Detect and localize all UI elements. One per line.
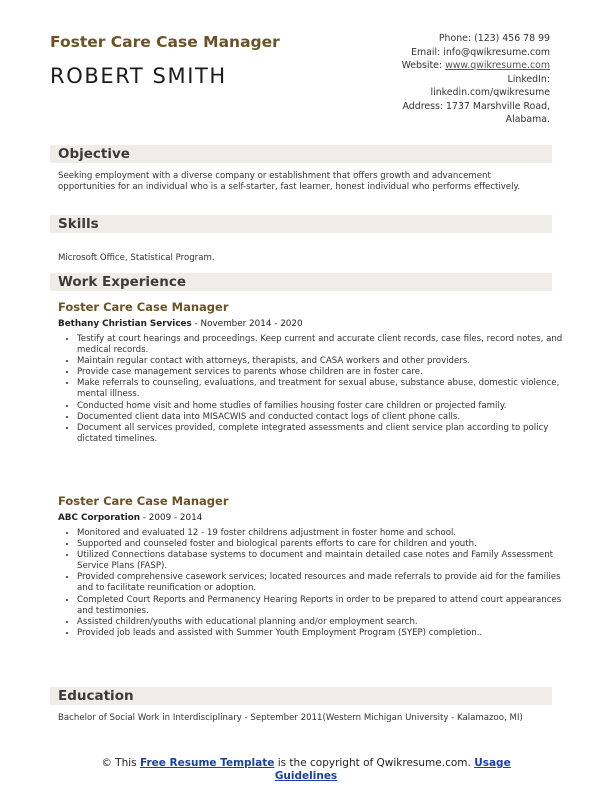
list-item: • Supported and counseled foster and biological parents efforts to care for children and youth.	[77, 539, 565, 550]
list-item: • Make referrals to counseling, evaluations, and treatment for sexual abuse, substance abuse, domestic violence, mental illness.	[77, 378, 565, 400]
footer-middle: is the copyright of Qwikresume.com.	[274, 757, 475, 769]
list-item: • Assisted children/youths with educational planning and/or employment search.	[77, 617, 565, 628]
list-item: • Provide case management services to parents whose children are in foster care.	[77, 367, 565, 378]
job-1-bullets	[58, 334, 565, 445]
footer-prefix: © This	[101, 757, 140, 769]
skills-bar	[50, 215, 552, 233]
contact-address	[310, 100, 550, 114]
list-item: • Conducted home visit and home studies of families housing foster care children or projected family.	[77, 401, 565, 412]
contact-email	[310, 46, 550, 60]
job-2-company: ABC Corporation	[58, 513, 141, 523]
website-link[interactable]: www.qwikresume.com	[445, 60, 550, 71]
list-item: • Monitored and evaluated 12 - 19 foster childrens adjustment in foster home and school.	[77, 528, 565, 539]
job-1-dates: - November 2014 - 2020	[191, 319, 303, 329]
list-item: • Testify at court hearings and proceedings. Keep current and accurate client records, case files, record notes, and medical records.	[77, 334, 565, 356]
education-text: Bachelor of Social Work in Interdisciplinary - September 2011(Western Michigan University - Kalamazoo, MI)	[58, 713, 523, 723]
work-experience-title: Work Experience	[58, 274, 186, 290]
usage-guidelines-link[interactable]: Usage Guidelines	[274, 757, 511, 782]
job-2-dates: - 2009 - 2014	[140, 513, 203, 523]
list-item: • Provided job leads and assisted with Summer Youth Employment Program (SYEP) completion..	[77, 628, 565, 639]
free-resume-template-link[interactable]: Free Resume Template	[139, 757, 275, 769]
phone-value: (123) 456 78 99	[474, 33, 550, 44]
objective-text: Seeking employment with a diverse company or establishment that offers growth and advancement opportunities for an individual who is a self-starter, fast learner, honest individual who performs effectively.	[58, 171, 521, 192]
job-2-bullets	[58, 528, 565, 639]
address-line1: 1737 Marshville Road,	[446, 100, 550, 112]
list-item: • Completed Court Reports and Permanency Hearing Reports in order to be prepared to attend court appearances and testimonies.	[77, 595, 565, 617]
skills-text: Microsoft Office, Statistical Program.	[58, 253, 215, 263]
job-2-title: Foster Care Case Manager	[58, 494, 229, 508]
email-label: Email:	[411, 46, 441, 58]
website-label: Website:	[401, 60, 443, 71]
objective-title: Objective	[58, 146, 130, 162]
list-item: • Provided comprehensive casework services; located resources and made referrals to provide aid for the families and to facilitate reunification or adoption.	[77, 572, 565, 594]
job-1-title: Foster Care Case Manager	[58, 300, 229, 314]
job-2-company-line	[58, 513, 202, 523]
contact-phone	[310, 32, 550, 46]
email-value[interactable]: info@qwikresume.com	[443, 46, 550, 58]
contact-linkedin-label: LinkedIn:	[507, 73, 550, 85]
skills-title: Skills	[58, 216, 99, 232]
job-1-company-line	[58, 319, 303, 329]
candidate-name: ROBERT SMITH	[50, 64, 227, 88]
phone-label: Phone:	[438, 33, 472, 44]
contact-linkedin-value[interactable]: linkedin.com/qwikresume	[430, 87, 550, 98]
education-title: Education	[58, 688, 134, 704]
address-label: Address:	[402, 100, 444, 112]
contact-address-line2: Alabama.	[505, 114, 550, 125]
list-item: • Documented client data into MISACWIS and conducted contact logs of client phone calls.	[77, 412, 565, 423]
copyright-footer	[70, 757, 542, 782]
header-job-title: Foster Care Case Manager	[50, 33, 280, 51]
list-item: • Document all services provided, complete integrated assessments and client service plan according to policy dictated timelines.	[77, 423, 565, 445]
job-1-company: Bethany Christian Services	[58, 319, 192, 329]
contact-block	[310, 32, 550, 127]
list-item: • Maintain regular contact with attorneys, therapists, and CASA workers and other providers.	[77, 356, 565, 367]
list-item: • Utilized Connections database systems to document and maintain detailed case notes and Family Assessment Service Plans (FASP).	[77, 550, 565, 572]
contact-website	[310, 59, 550, 73]
